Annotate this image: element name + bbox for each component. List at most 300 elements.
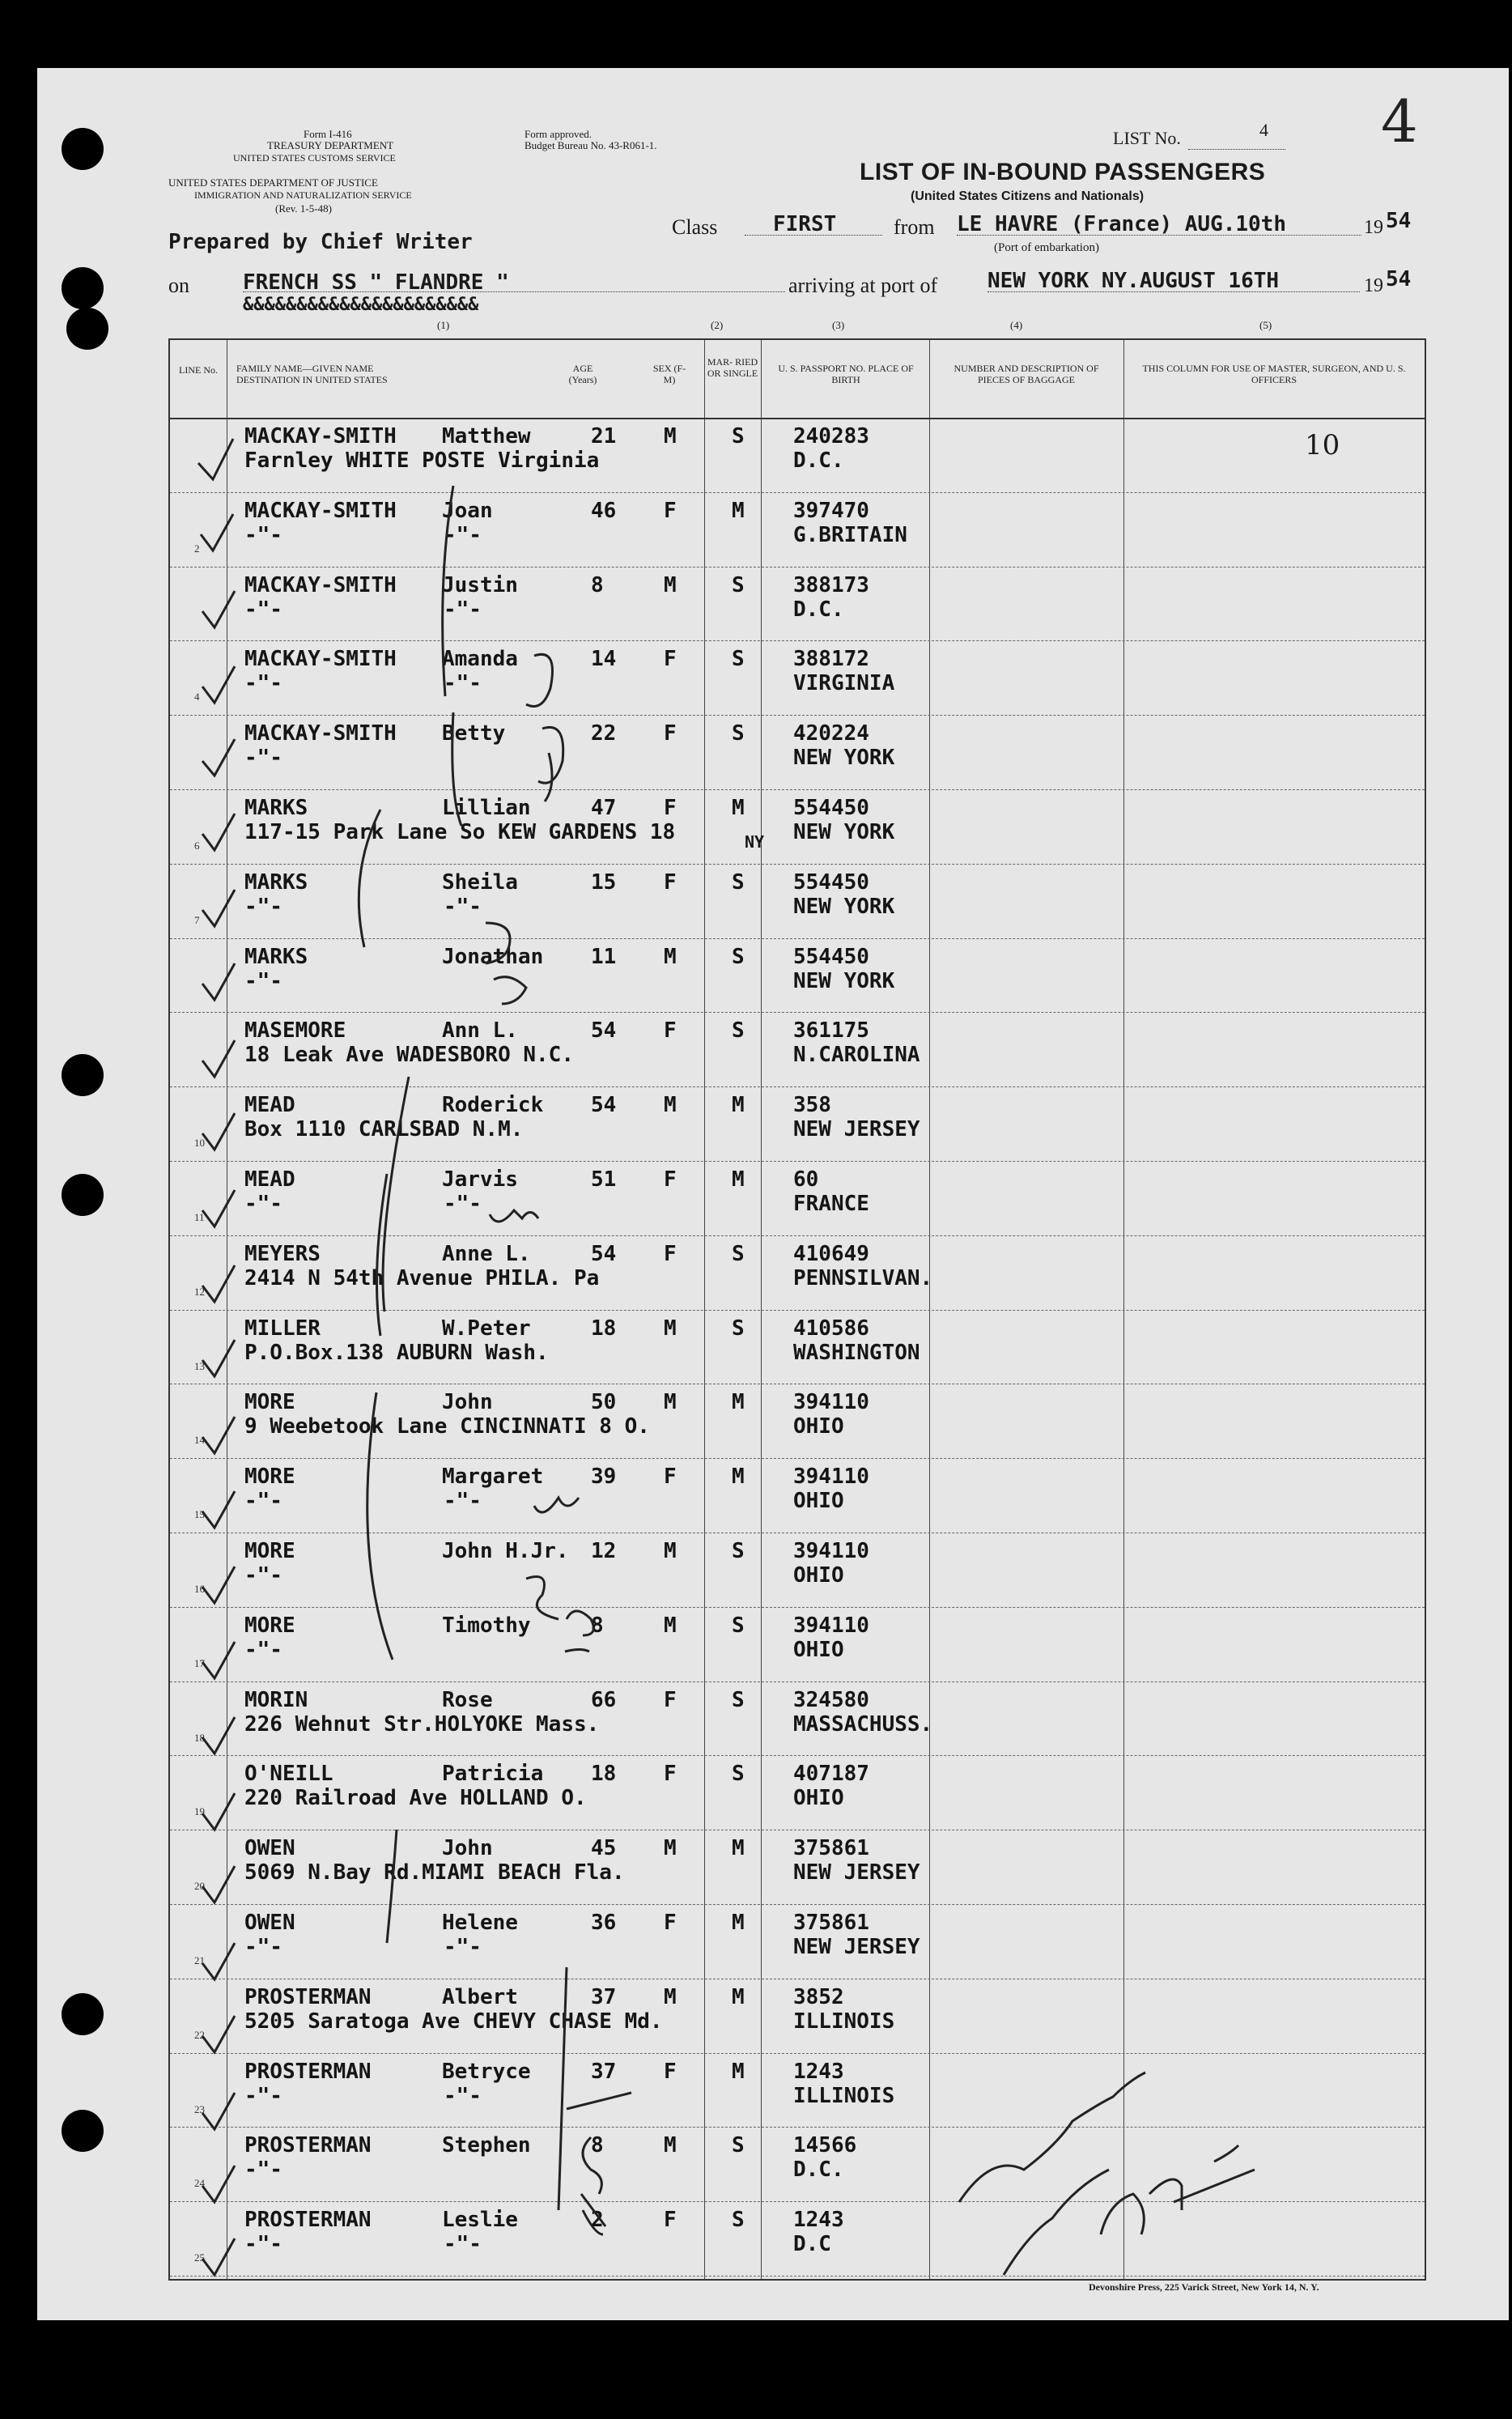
given-name: Stephen [442,2133,531,2158]
marital-status: S [732,1539,745,1563]
family-name: OWEN [244,1911,295,1935]
row-divider [170,715,1425,716]
year-suffix: 54 [1386,209,1412,233]
place-of-birth: OHIO [793,1786,844,1811]
sex: F [664,1167,677,1192]
destination: 5069 N.Bay Rd.MIAMI BEACH Fla. [244,1860,625,1885]
family-name: PROSTERMAN [244,2208,372,2233]
passport-number: 394110 [793,1465,869,1490]
col-header-married: MAR- RIED OR SINGLE [707,356,758,379]
col-header-officers: THIS COLUMN FOR USE OF MASTER, SURGEON, AND U. S. OFFICERS [1142,363,1406,385]
destination-ditto: -"- [444,1935,482,1959]
age: 37 [591,1984,617,2009]
list-no-value: 4 [1259,120,1268,140]
destination: -"- [244,2158,282,2183]
passport-number: 1243 [793,2059,844,2084]
age: 46 [591,498,617,523]
place-of-birth: OHIO [793,1489,844,1514]
row-divider [170,2053,1425,2054]
marital-status: M [732,2059,745,2084]
row-divider [170,640,1425,641]
age: 54 [591,1018,617,1044]
family-name: MASEMORE [244,1018,346,1044]
given-name: W.Peter [442,1316,531,1341]
sex: F [664,1762,677,1787]
family-name: MACKAY-SMITH [244,647,397,672]
destination: -"- [244,1192,282,1216]
line-number: 2 [194,542,200,555]
place-of-birth: NEW JERSEY [793,1117,920,1142]
port-note: (Port of embarkation) [994,241,1099,254]
sex: M [664,424,677,449]
col-header-sex: SEX (F-M) [652,363,686,385]
destination-ditto: -"- [444,671,482,696]
line-number: 12 [194,1285,205,1298]
line-number: 6 [194,840,200,852]
sex: M [664,1836,677,1861]
family-name: MEAD [244,1093,295,1118]
line-number: 21 [194,1954,205,1966]
passport-number: 14566 [793,2133,857,2158]
row-divider [170,2276,1425,2277]
class-value: FIRST [773,212,837,236]
destination: 220 Railroad Ave HOLLAND O. [244,1786,587,1811]
passport-number: 375861 [793,1911,869,1935]
age: 18 [591,1316,617,1341]
passport-number: 554450 [793,869,869,895]
marital-status: S [732,1241,745,1266]
sex: M [664,1316,677,1341]
row-divider [170,1607,1425,1608]
age: 54 [591,1093,617,1118]
marital-status: M [732,796,745,820]
line-number: 15 [194,1508,205,1521]
destination: 226 Wehnut Str.HOLYOKE Mass. [244,1711,600,1737]
sex: F [664,796,677,820]
family-name: MACKAY-SMITH [244,424,397,449]
place-of-birth: PENNSILVAN. [793,1265,933,1290]
destination: 117-15 Park Lane So KEW GARDENS 18 [244,820,676,844]
passport-number: 375861 [793,1836,869,1861]
line-number: 10 [194,1137,205,1150]
from-label: from [894,215,935,239]
family-name: OWEN [244,1836,295,1861]
sex: M [664,1093,677,1118]
family-name: PROSTERMAN [244,1984,372,2009]
colnum-1: (1) [437,319,450,331]
arriving-value: NEW YORK NY.AUGUST 16TH [987,269,1280,293]
destination: P.O.Box.138 AUBURN Wash. [244,1340,549,1365]
marital-status: S [732,2133,745,2158]
marital-status: S [732,424,745,449]
col-header-name: FAMILY NAME—GIVEN NAME DESTINATION IN UNITED STATES [236,363,388,385]
binder-hole [62,2110,104,2152]
list-no-label: LIST No. [1113,128,1181,148]
age: 14 [591,647,617,672]
age: 47 [591,796,617,820]
sex: F [664,1465,677,1490]
age: 15 [591,869,617,895]
marital-status: S [732,1762,745,1787]
list-no-handwritten: 4 [1381,87,1418,155]
footer-printer: Devonshire Press, 225 Varick Street, New York 14, N. Y. [1089,2281,1319,2293]
passport-number: 410649 [793,1241,869,1266]
passenger-table [168,338,1426,2281]
marital-status: S [732,721,745,746]
place-of-birth: G.BRITAIN [793,522,907,547]
ins-label: IMMIGRATION AND NATURALIZATION SERVICE [194,189,412,201]
age: 8 [591,572,604,597]
sex: M [664,1613,677,1638]
destination-ditto: -"- [444,2083,482,2108]
row-divider [170,1086,1425,1087]
given-name: John H.Jr. [442,1539,569,1563]
family-name: MILLER [244,1316,321,1341]
family-name: MACKAY-SMITH [244,572,397,597]
row-divider [170,1310,1425,1311]
marital-status: M [732,1093,745,1118]
colnum-4: (4) [1010,319,1023,331]
line-number: 16 [194,1583,205,1595]
given-name: Patricia [442,1762,544,1787]
family-name: MEYERS [244,1241,321,1266]
marital-status: M [732,1836,745,1861]
page-title: LIST OF IN-BOUND PASSENGERS [860,159,1266,185]
given-name: Margaret [442,1465,544,1490]
place-of-birth: OHIO [793,1637,844,1662]
marital-status: S [732,1687,745,1712]
place-of-birth: NEW JERSEY [793,1935,920,1959]
marital-status: M [732,1167,745,1192]
given-name: Rose [442,1687,493,1712]
destination-state: NY [745,832,765,852]
given-name: Timothy [442,1613,531,1638]
line-number: 4 [194,691,200,704]
row-divider [170,492,1425,493]
age: 36 [591,1911,617,1935]
vessel-struck: &&&&&&&&&&&&&&&&&&&&&& [243,295,479,315]
place-of-birth: VIRGINIA [793,671,895,696]
destination: -"- [244,894,282,919]
sex: F [664,1018,677,1044]
destination-ditto: -"- [444,2232,482,2257]
given-name: Leslie [442,2208,518,2233]
row-divider [170,567,1425,568]
line-number: 20 [194,1880,205,1893]
age: 2 [591,2208,604,2233]
place-of-birth: D.C [793,2232,831,2257]
prepared-by: Prepared by Chief Writer [168,230,473,254]
marital-status: M [732,498,745,523]
from-value: LE HAVRE (France) AUG.10th [957,212,1286,236]
age: 21 [591,424,617,449]
place-of-birth: NEW YORK [793,968,895,993]
class-label: Class [672,215,718,239]
destination: -"- [244,597,282,622]
family-name: MACKAY-SMITH [244,498,397,523]
sex: M [664,1984,677,2009]
revision-label: (Rev. 1-5-48) [275,202,332,215]
passport-number: 1243 [793,2208,844,2233]
given-name: Anne L. [442,1241,531,1266]
family-name: MARKS [244,869,308,895]
place-of-birth: D.C. [793,597,844,622]
family-name: MORE [244,1539,295,1563]
given-name: Lillian [442,796,531,820]
place-of-birth: NEW JERSEY [793,1860,920,1885]
family-name: MORE [244,1613,295,1638]
line-number: 23 [194,2102,205,2115]
sex: F [664,1241,677,1266]
family-name: PROSTERMAN [244,2059,372,2084]
place-of-birth: NEW YORK [793,820,895,844]
line-number: 24 [194,2177,205,2190]
destination: -"- [244,1637,282,1662]
destination: -"- [244,2083,282,2108]
marital-status: S [732,1613,745,1638]
destination: -"- [244,1489,282,1514]
sex: F [664,1911,677,1935]
family-name: O'NEILL [244,1762,333,1787]
marital-status: M [732,1911,745,1935]
given-name: Jonathan [442,944,544,969]
place-of-birth: N.CAROLINA [793,1043,920,1068]
age: 39 [591,1465,617,1490]
row-divider [170,1904,1425,1905]
destination: -"- [244,746,282,771]
row-divider [170,938,1425,939]
colnum-2: (2) [711,319,724,331]
passport-number: 420224 [793,721,869,746]
passport-number: 388173 [793,572,869,597]
destination-ditto: -"- [444,522,482,547]
passport-number: 410586 [793,1316,869,1341]
family-name: MORIN [244,1687,308,1712]
given-name: Roderick [442,1093,544,1118]
given-name: Jarvis [442,1167,518,1192]
given-name: Albert [442,1984,518,2009]
age: 8 [591,1613,604,1638]
marital-status: M [732,1984,745,2009]
age: 12 [591,1539,617,1563]
age: 18 [591,1762,617,1787]
marital-status: S [732,869,745,895]
colnum-3: (3) [832,319,845,331]
given-name: Amanda [442,647,518,672]
passport-number: 554450 [793,796,869,820]
marital-status: S [732,572,745,597]
age: 50 [591,1390,617,1415]
given-name: Justin [442,572,518,597]
row-divider [170,1681,1425,1682]
sex: F [664,869,677,895]
row-divider [170,1755,1425,1756]
passport-number: 397470 [793,498,869,523]
family-name: MORE [244,1390,295,1415]
year-prefix: 19 [1364,217,1383,238]
family-name: MEAD [244,1167,295,1192]
justice-label: UNITED STATES DEPARTMENT OF JUSTICE [168,176,378,189]
sex: F [664,2059,677,2084]
binder-hole [62,267,104,309]
colnum-5: (5) [1259,319,1272,331]
place-of-birth: D.C. [793,449,844,473]
officer-count: 10 [1305,429,1340,461]
binder-hole [62,1174,104,1216]
destination: Farnley WHITE POSTE Virginia [244,449,600,473]
page-subtitle: (United States Citizens and Nationals) [911,189,1145,203]
arrival-year-suffix: 54 [1386,267,1412,291]
place-of-birth: OHIO [793,1414,844,1439]
family-name: MACKAY-SMITH [244,721,397,746]
marital-status: S [732,647,745,672]
age: 8 [591,2133,604,2158]
form-number: Form I-416 [304,128,352,140]
on-label: on [168,274,189,297]
given-name: John [442,1836,493,1861]
destination: 5205 Saratoga Ave CHEVY CHASE Md. [244,2009,663,2034]
line-number: 7 [194,913,200,926]
passport-number: 3852 [793,1984,844,2009]
sex: F [664,721,677,746]
budget-bureau: Budget Bureau No. 43-R061-1. [525,139,657,151]
destination: 18 Leak Ave WADESBORO N.C. [244,1043,574,1068]
row-divider [170,1458,1425,1459]
family-name: MARKS [244,796,308,820]
form-approved: Form approved. [525,128,592,140]
marital-status: M [732,1390,745,1415]
given-name: Helene [442,1911,518,1935]
sex: F [664,498,677,523]
destination: -"- [244,968,282,993]
arriving-label: arriving at port of [788,274,938,297]
passport-number: 388172 [793,647,869,672]
place-of-birth: WASHINGTON [793,1340,920,1365]
passport-number: 324580 [793,1687,869,1712]
sex: F [664,1687,677,1712]
destination: -"- [244,671,282,696]
given-name: Betty [442,721,506,746]
destination-ditto: -"- [444,1489,482,1514]
line-number: 25 [194,2251,205,2264]
destination: -"- [244,522,282,547]
arrival-year-prefix: 19 [1364,275,1383,296]
age: 66 [591,1687,617,1712]
passport-number: 407187 [793,1762,869,1787]
col-header-passport: U. S. PASSPORT NO. PLACE OF BIRTH [778,363,914,385]
destination: -"- [244,1935,282,1959]
line-number: 14 [194,1434,205,1447]
passport-number: 394110 [793,1613,869,1638]
line-number: 17 [194,1656,205,1669]
line-number: 22 [194,2028,205,2041]
age: 51 [591,1167,617,1192]
destination: 9 Weebetook Lane CINCINNATI 8 O. [244,1414,650,1439]
marital-status: M [732,1465,745,1490]
given-name: John [442,1390,493,1415]
place-of-birth: FRANCE [793,1192,869,1216]
family-name: MORE [244,1465,295,1490]
destination: -"- [244,1563,282,1588]
passport-number: 394110 [793,1539,869,1563]
line-number: 11 [194,1211,205,1223]
row-divider [170,1235,1425,1236]
destination: 2414 N 54th Avenue PHILA. Pa [244,1265,600,1290]
place-of-birth: OHIO [793,1563,844,1588]
place-of-birth: NEW YORK [793,894,895,919]
sex: M [664,1390,677,1415]
marital-status: S [732,1018,745,1044]
row-divider [170,864,1425,865]
sex: M [664,944,677,969]
family-name: PROSTERMAN [244,2133,372,2158]
given-name: Ann L. [442,1018,518,1044]
sex: M [664,572,677,597]
vessel-name: FRENCH SS " FLANDRE " [243,270,509,295]
place-of-birth: D.C. [793,2158,844,2183]
age: 37 [591,2059,617,2084]
passport-number: 60 [793,1167,819,1192]
age: 11 [591,944,617,969]
passport-number: 361175 [793,1018,869,1044]
place-of-birth: NEW YORK [793,746,895,771]
row-divider [170,2127,1425,2128]
row-divider [170,1012,1425,1013]
col-header-age: AGE (Years) [568,363,597,385]
row-divider [170,2201,1425,2202]
place-of-birth: ILLINOIS [793,2009,895,2034]
given-name: Joan [442,498,493,523]
line-number: 19 [194,1805,205,1818]
sex: F [664,2208,677,2233]
passport-number: 240283 [793,424,869,449]
col-header-line: LINE No. [179,364,218,376]
destination: Box 1110 CARLSBAD N.M. [244,1117,524,1142]
place-of-birth: MASSACHUSS. [793,1711,933,1737]
sex: M [664,1539,677,1563]
passport-number: 394110 [793,1390,869,1415]
row-divider [170,789,1425,790]
binder-hole [62,1054,104,1096]
col-header-baggage: NUMBER AND DESCRIPTION OF PIECES OF BAGGAGE [953,363,1099,385]
destination-ditto: -"- [444,597,482,622]
given-name: Matthew [442,424,531,449]
age: 54 [591,1241,617,1266]
family-name: MARKS [244,944,308,969]
marital-status: S [732,1316,745,1341]
place-of-birth: ILLINOIS [793,2083,895,2108]
age: 22 [591,721,617,746]
passport-number: 554450 [793,944,869,969]
destination-ditto: -"- [444,894,482,919]
line-number: 18 [194,1731,205,1744]
line-number: 13 [194,1359,205,1372]
customs-label: UNITED STATES CUSTOMS SERVICE [233,152,396,164]
sex: M [664,2133,677,2158]
marital-status: S [732,2208,745,2233]
age: 45 [591,1836,617,1861]
sex: F [664,647,677,672]
passport-number: 358 [793,1093,831,1118]
given-name: Betryce [442,2059,531,2084]
treasury-label: TREASURY DEPARTMENT [267,139,394,151]
given-name: Sheila [442,869,518,895]
binder-hole [62,128,104,170]
destination: -"- [244,2232,282,2257]
binder-hole [66,308,108,350]
destination-ditto: -"- [444,1192,482,1216]
marital-status: S [732,944,745,969]
